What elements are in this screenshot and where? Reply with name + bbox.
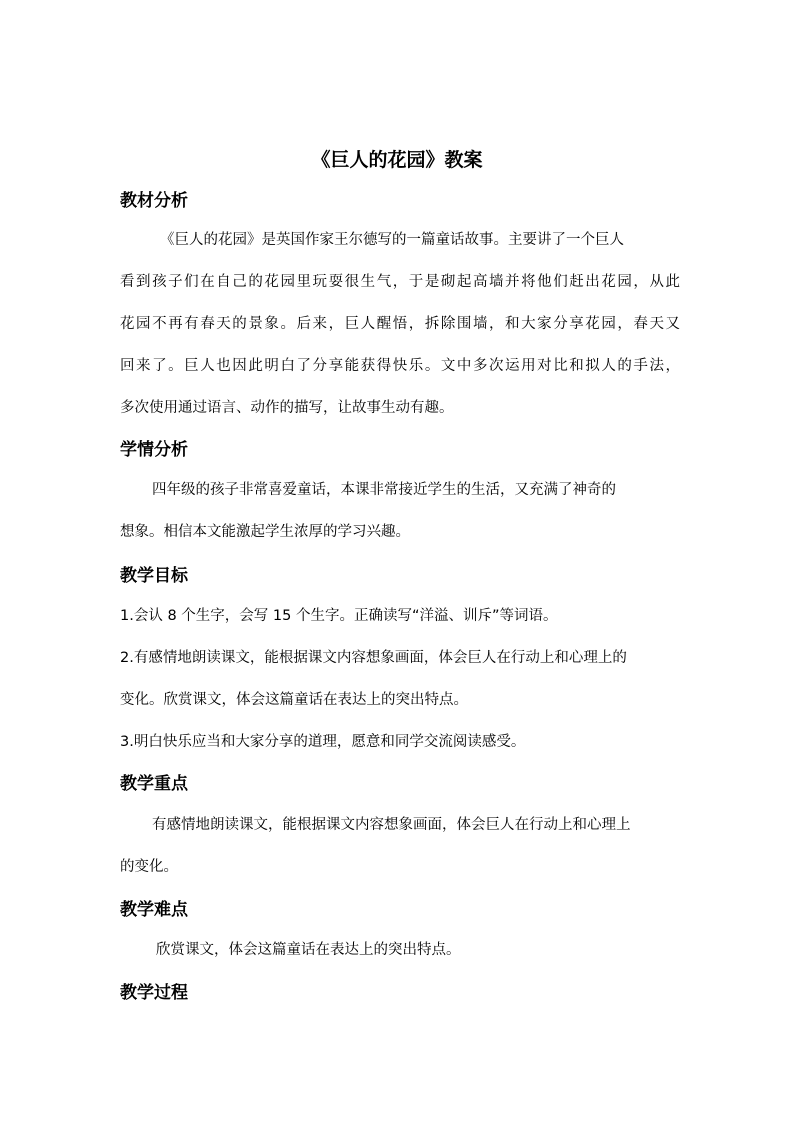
paragraph-line: 欣赏课文，体会这篇童话在表达上的突出特点。: [156, 942, 461, 958]
goal-item: 3.明白快乐应当和大家分享的道理，愿意和同学交流阅读感受。: [120, 734, 526, 750]
paragraph-line: 回来了。巨人也因此明白了分享能获得快乐。文中多次运用对比和拟人的手法，: [120, 358, 680, 374]
section-heading-goals: 教学目标: [120, 566, 188, 586]
paragraph-line: 的变化。: [120, 859, 178, 875]
document-title: 《巨人的花园》教案: [311, 149, 483, 171]
section-heading-analysis: 教材分析: [120, 191, 188, 211]
paragraph-line: 四年级的孩子非常喜爱童话，本课非常接近学生的生活，又充满了神奇的: [152, 482, 616, 498]
goal-item: 2.有感情地朗读课文，能根据课文内容想象画面，体会巨人在行动上和心理上的: [120, 650, 627, 666]
paragraph-line: 《巨人的花园》是英国作家王尔德写的一篇童话故事。主要讲了一个巨人: [160, 232, 624, 248]
section-heading-difficulties: 教学难点: [120, 900, 188, 920]
section-heading-keypoints: 教学重点: [120, 774, 188, 794]
paragraph-line: 想象。相信本文能激起学生浓厚的学习兴趣。: [120, 524, 410, 540]
goal-item: 1.会认 8 个生字，会写 15 个生字。正确读写“洋溢、训斥”等词语。: [120, 608, 558, 624]
paragraph-line: 看到孩子们在自己的花园里玩耍很生气，于是砌起高墙并将他们赶出花园，从此: [120, 274, 680, 290]
goal-item-continuation: 变化。欣赏课文，体会这篇童话在表达上的突出特点。: [120, 692, 468, 708]
paragraph-line: 有感情地朗读课文，能根据课文内容想象画面，体会巨人在行动上和心理上: [152, 817, 631, 833]
paragraph-line: 多次使用通过语言、动作的描写，让故事生动有趣。: [120, 400, 454, 416]
section-heading-process: 教学过程: [120, 983, 188, 1003]
section-heading-students: 学情分析: [120, 440, 188, 460]
paragraph-line: 花园不再有春天的景象。后来，巨人醒悟，拆除围墙，和大家分享花园，春天又: [120, 316, 680, 332]
